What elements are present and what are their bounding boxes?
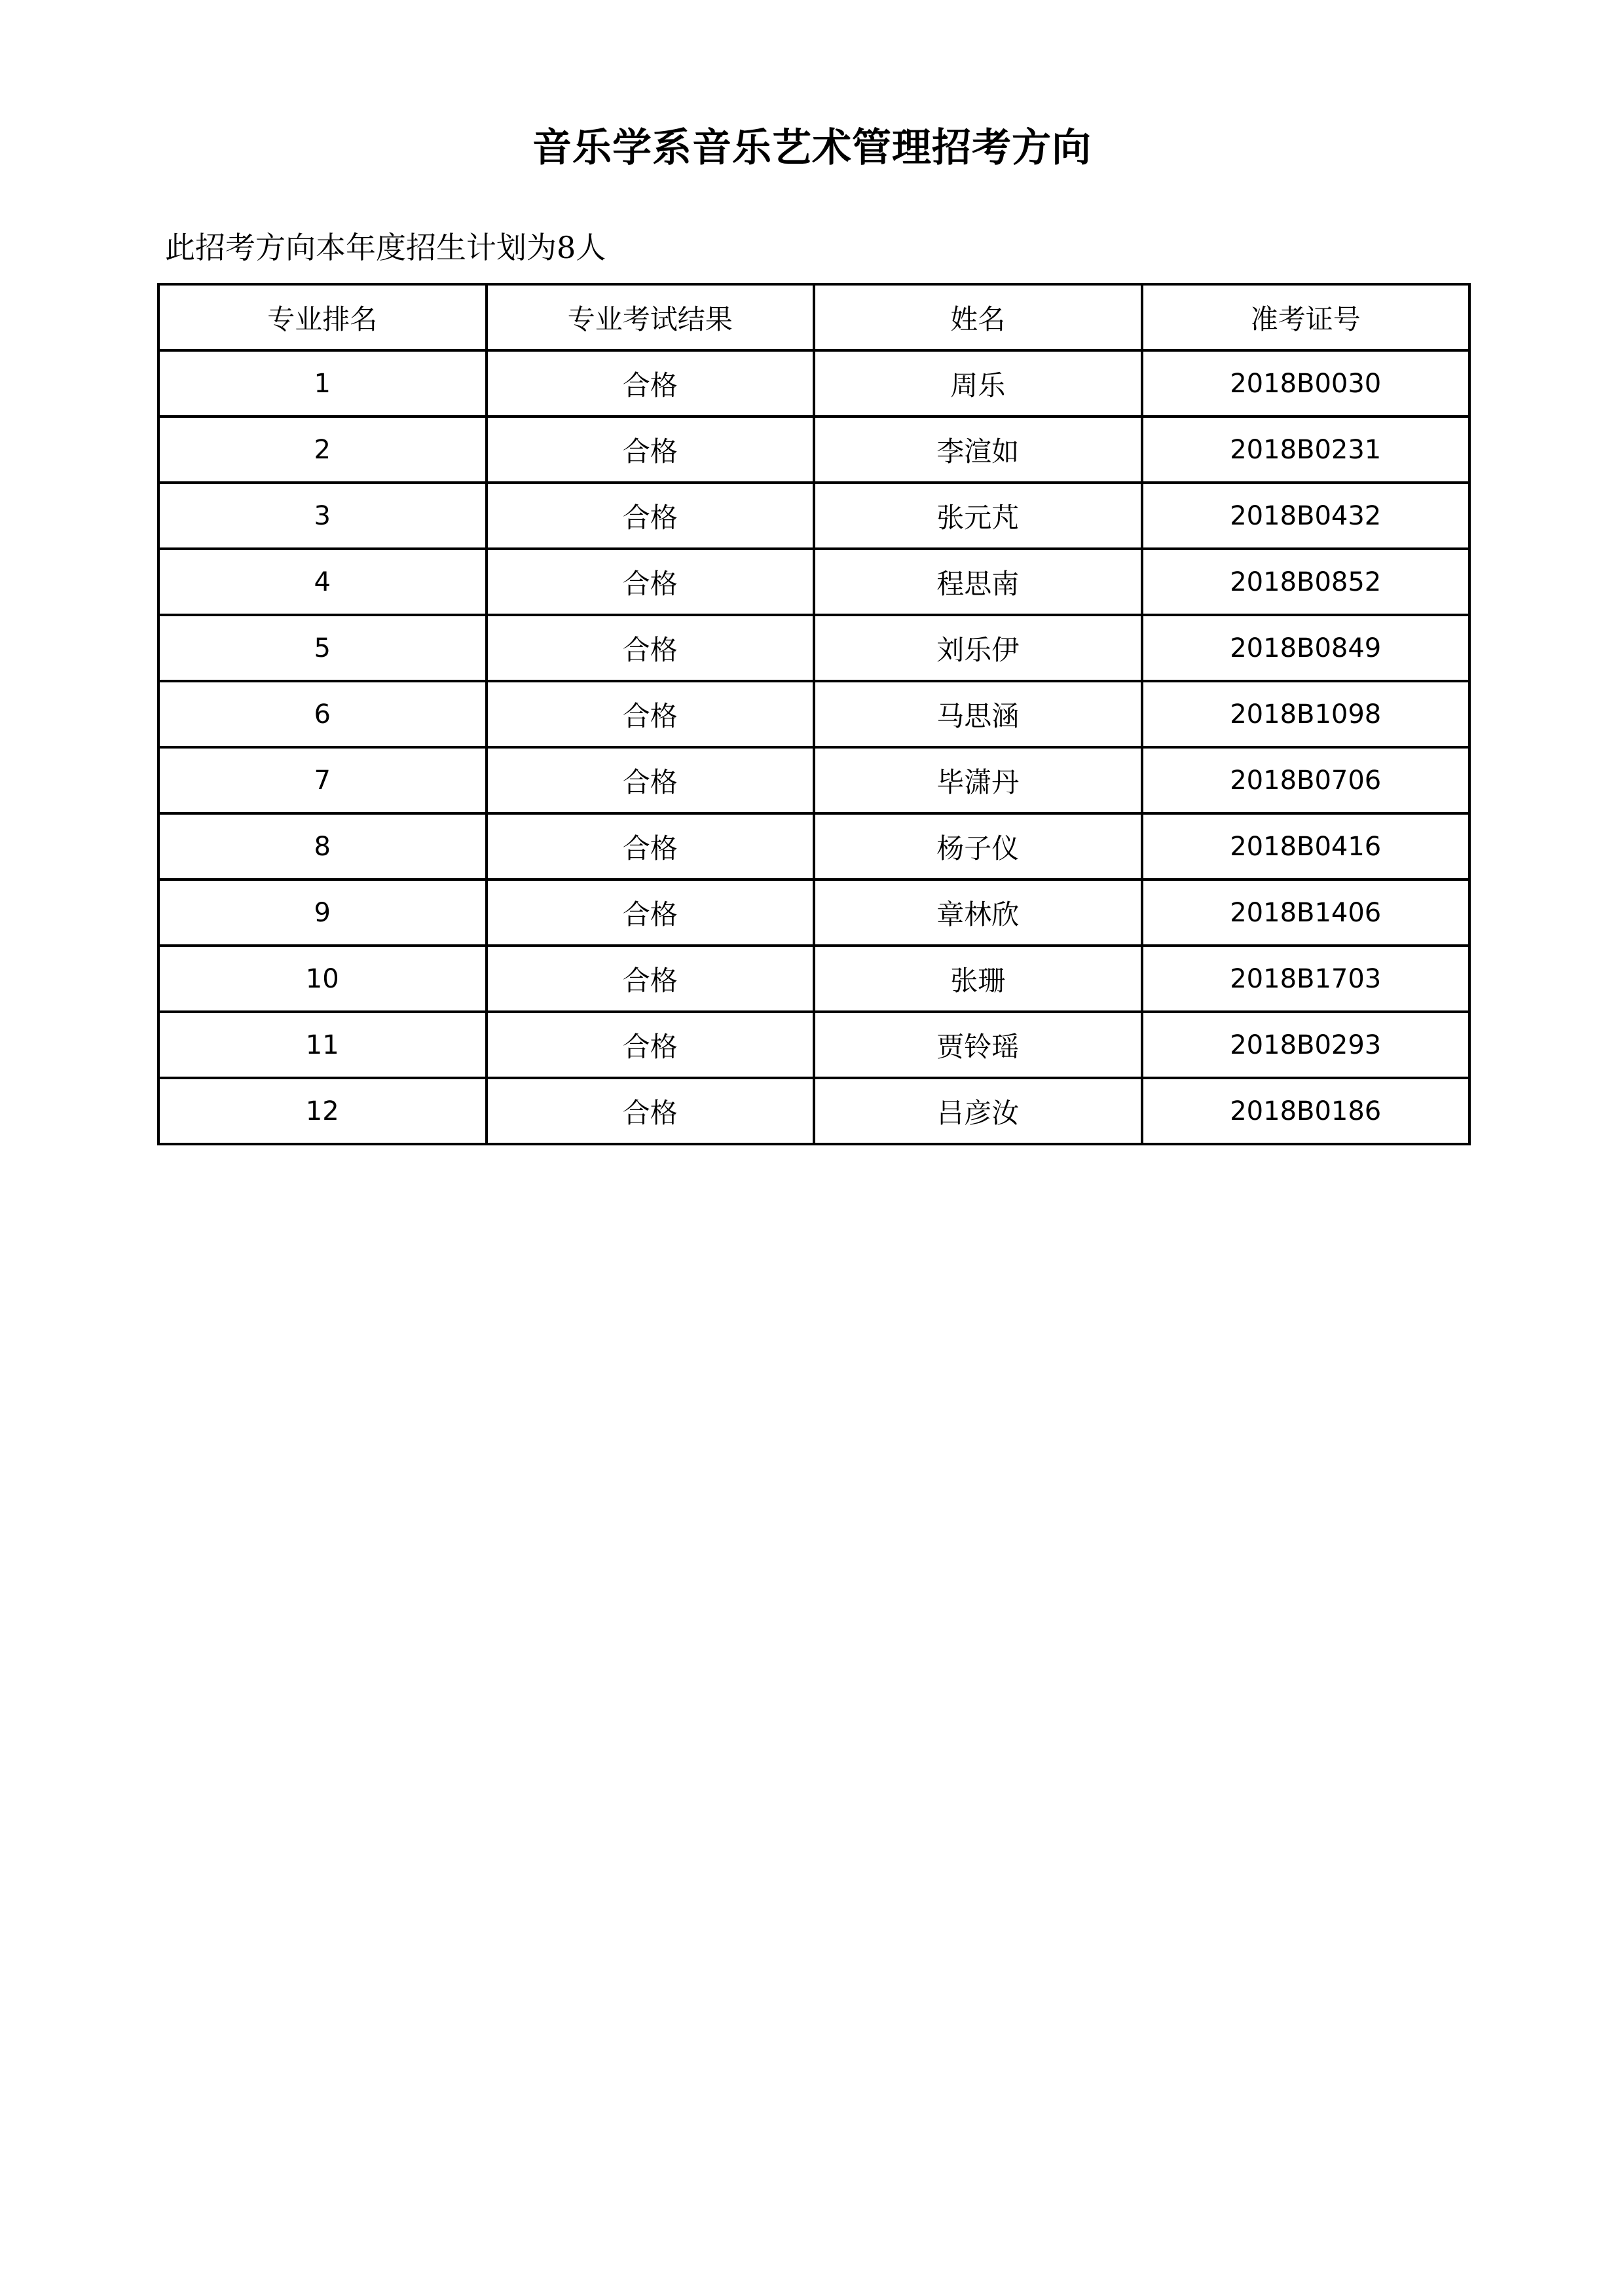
table-row — [158, 946, 1469, 1012]
cell-ticket: 2018B0231 — [1142, 417, 1470, 483]
cell-result: 合格 — [487, 417, 815, 483]
header-ticket-number: 准考证号 — [1142, 284, 1470, 350]
cell-name: 张元芃 — [814, 483, 1142, 549]
cell-ticket: 2018B0416 — [1142, 813, 1470, 880]
cell-result: 合格 — [487, 813, 815, 880]
header-name: 姓名 — [814, 284, 1142, 350]
cell-rank: 6 — [158, 681, 487, 747]
cell-result: 合格 — [487, 946, 815, 1012]
table-row — [158, 483, 1469, 549]
cell-result: 合格 — [487, 549, 815, 615]
cell-rank: 2 — [158, 417, 487, 483]
cell-result: 合格 — [487, 747, 815, 813]
table-row — [158, 1012, 1469, 1078]
cell-name: 章林欣 — [814, 880, 1142, 946]
cell-result: 合格 — [487, 1012, 815, 1078]
page-title: 音乐学系音乐艺术管理招考方向 — [532, 125, 1092, 171]
cell-name: 李渲如 — [814, 417, 1142, 483]
header-rank: 专业排名 — [158, 284, 487, 350]
table-row — [158, 747, 1469, 813]
cell-result: 合格 — [487, 681, 815, 747]
cell-ticket: 2018B0186 — [1142, 1078, 1470, 1144]
cell-rank: 11 — [158, 1012, 487, 1078]
table-row — [158, 615, 1469, 681]
cell-result: 合格 — [487, 880, 815, 946]
cell-rank: 12 — [158, 1078, 487, 1144]
cell-ticket: 2018B0706 — [1142, 747, 1470, 813]
table-row — [158, 813, 1469, 880]
table-row — [158, 350, 1469, 417]
cell-rank: 10 — [158, 946, 487, 1012]
cell-rank: 3 — [158, 483, 487, 549]
cell-rank: 8 — [158, 813, 487, 880]
cell-ticket: 2018B0293 — [1142, 1012, 1470, 1078]
table-row — [158, 417, 1469, 483]
cell-ticket: 2018B0432 — [1142, 483, 1470, 549]
cell-rank: 4 — [158, 549, 487, 615]
cell-rank: 7 — [158, 747, 487, 813]
cell-result: 合格 — [487, 483, 815, 549]
cell-rank: 9 — [158, 880, 487, 946]
cell-result: 合格 — [487, 1078, 815, 1144]
cell-name: 程思南 — [814, 549, 1142, 615]
cell-name: 杨子仪 — [814, 813, 1142, 880]
cell-ticket: 2018B0852 — [1142, 549, 1470, 615]
cell-ticket: 2018B0849 — [1142, 615, 1470, 681]
cell-ticket: 2018B1703 — [1142, 946, 1470, 1012]
results-table — [157, 283, 1471, 1145]
cell-ticket: 2018B0030 — [1142, 350, 1470, 417]
cell-name: 张珊 — [814, 946, 1142, 1012]
cell-name: 贾铃瑶 — [814, 1012, 1142, 1078]
table-header-row — [158, 284, 1469, 350]
table-row — [158, 681, 1469, 747]
cell-ticket: 2018B1098 — [1142, 681, 1470, 747]
cell-name: 马思涵 — [814, 681, 1142, 747]
cell-rank: 1 — [158, 350, 487, 417]
cell-ticket: 2018B1406 — [1142, 880, 1470, 946]
table-row — [158, 1078, 1469, 1144]
cell-result: 合格 — [487, 615, 815, 681]
cell-name: 刘乐伊 — [814, 615, 1142, 681]
table-row — [158, 880, 1469, 946]
cell-result: 合格 — [487, 350, 815, 417]
cell-rank: 5 — [158, 615, 487, 681]
table-row — [158, 549, 1469, 615]
cell-name: 吕彦汝 — [814, 1078, 1142, 1144]
cell-name: 周乐 — [814, 350, 1142, 417]
header-exam-result: 专业考试结果 — [487, 284, 815, 350]
cell-name: 毕潇丹 — [814, 747, 1142, 813]
quota-note: 此招考方向本年度招生计划为8人 — [165, 230, 606, 265]
